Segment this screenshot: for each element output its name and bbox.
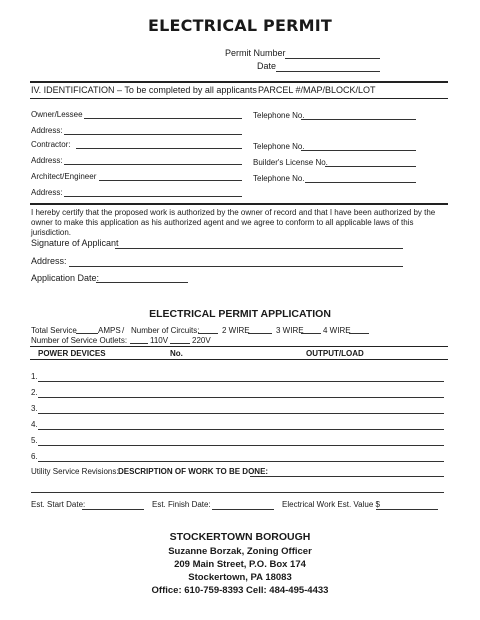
wire3-label: 3 WIRE [276,326,304,335]
owner-label: Owner/Lessee [31,110,83,119]
applicant-address-label: Address: [31,256,67,266]
wire2-label: 2 WIRE [222,326,250,335]
date-label: Date [257,61,277,71]
col-number: No. [170,349,183,358]
section-divider [30,98,448,99]
est-finish-label: Est. Finish Date: [152,500,211,509]
device-row-field[interactable] [38,461,444,462]
architect-address-label: Address: [31,188,63,197]
signature-label: Signature of Applicant [31,238,119,248]
device-row-number: 4. [31,420,38,429]
applicant-address-field[interactable] [69,266,403,267]
utility-revisions-label: Utility Service Revisions: [31,467,119,476]
wire3-field[interactable] [301,333,321,334]
v110-label: 110V [150,336,169,345]
owner-address-label: Address: [31,126,63,135]
contractor-address-field[interactable] [64,164,242,165]
slash-separator: / [122,326,125,335]
section-divider [30,346,448,347]
signature-field[interactable] [115,248,403,249]
device-row-field[interactable] [38,413,444,414]
telephone-label: Telephone No. [253,174,305,183]
num-circuits-label: Number of Circuits: [131,326,200,335]
description-field[interactable] [31,492,444,493]
application-date-field[interactable] [96,282,188,283]
telephone-label: Telephone No. [253,142,305,151]
total-service-label: Total Service [31,326,77,335]
v220-label: 220V [192,336,211,345]
col-output-load: OUTPUT/LOAD [306,349,364,358]
device-row-number: 6. [31,452,38,461]
architect-telephone-field[interactable] [305,182,416,183]
est-start-field[interactable] [82,509,144,510]
architect-address-field[interactable] [64,196,242,197]
section-divider [30,359,448,360]
device-row-number: 1. [31,372,38,381]
builders-license-field[interactable] [325,166,416,167]
device-row-field[interactable] [38,397,444,398]
contractor-label: Contractor: [31,140,71,149]
owner-telephone-field[interactable] [301,119,416,120]
wire2-field[interactable] [248,333,272,334]
device-row-field[interactable] [38,445,444,446]
description-label: DESCRIPTION OF WORK TO BE DONE: [118,467,269,476]
est-finish-field[interactable] [212,509,274,510]
contractor-address-label: Address: [31,156,63,165]
phone-numbers: Office: 610-759-8393 Cell: 484-495-4433 [151,585,329,596]
est-start-label: Est. Start Date: [31,500,86,509]
certify-text: owner to make this application as his authorized agent and we agree to conform to all applicable laws of this [31,218,414,227]
date-field[interactable] [276,71,380,72]
application-heading: ELECTRICAL PERMIT APPLICATION [149,308,331,320]
certify-text: jurisdiction. [31,228,72,237]
application-date-label: Application Date: [31,273,100,283]
device-row-number: 2. [31,388,38,397]
permit-number-label: Permit Number [225,48,286,58]
permit-number-field[interactable] [285,58,380,59]
contractor-telephone-field[interactable] [301,150,416,151]
amps-label: AMPS [98,326,121,335]
parcel-label: PARCEL #/MAP/BLOCK/LOT [258,85,376,95]
officer-name: Suzanne Borzak, Zoning Officer [168,546,312,557]
street-address: 209 Main Street, P.O. Box 174 [174,559,306,570]
contractor-field[interactable] [76,148,242,149]
device-row-number: 5. [31,436,38,445]
col-power-devices: POWER DEVICES [38,349,106,358]
owner-address-field[interactable] [64,134,242,135]
section-divider [30,81,448,83]
page-title: ELECTRICAL PERMIT [147,16,333,35]
description-field[interactable] [250,476,444,477]
wire4-label: 4 WIRE [323,326,351,335]
org-name: STOCKERTOWN BOROUGH [169,531,311,543]
v220-field[interactable] [170,343,190,344]
service-outlets-label: Number of Service Outlets: [31,336,128,345]
footer-block [0,530,480,597]
section-divider [30,203,448,205]
section-iv-heading: IV. IDENTIFICATION – To be completed by all applicants [31,85,257,95]
owner-field[interactable] [84,118,242,119]
builders-license-label: Builder's License No. [253,158,328,167]
device-row-field[interactable] [38,381,444,382]
certify-text: I hereby certify that the proposed work is authorized by the owner of record and that I have been authorized by the [31,208,436,217]
wire4-field[interactable] [349,333,369,334]
num-circuits-field[interactable] [198,333,218,334]
city-address: Stockertown, PA 18083 [188,572,292,583]
device-row-number: 3. [31,404,38,413]
est-value-label: Electrical Work Est. Value $ [282,500,380,509]
est-value-field[interactable] [376,509,438,510]
telephone-label: Telephone No. [253,111,305,120]
device-row-field[interactable] [38,429,444,430]
total-service-field[interactable] [76,333,98,334]
architect-field[interactable] [99,180,242,181]
architect-label: Architect/Engineer [31,172,97,181]
v110-field[interactable] [130,343,148,344]
